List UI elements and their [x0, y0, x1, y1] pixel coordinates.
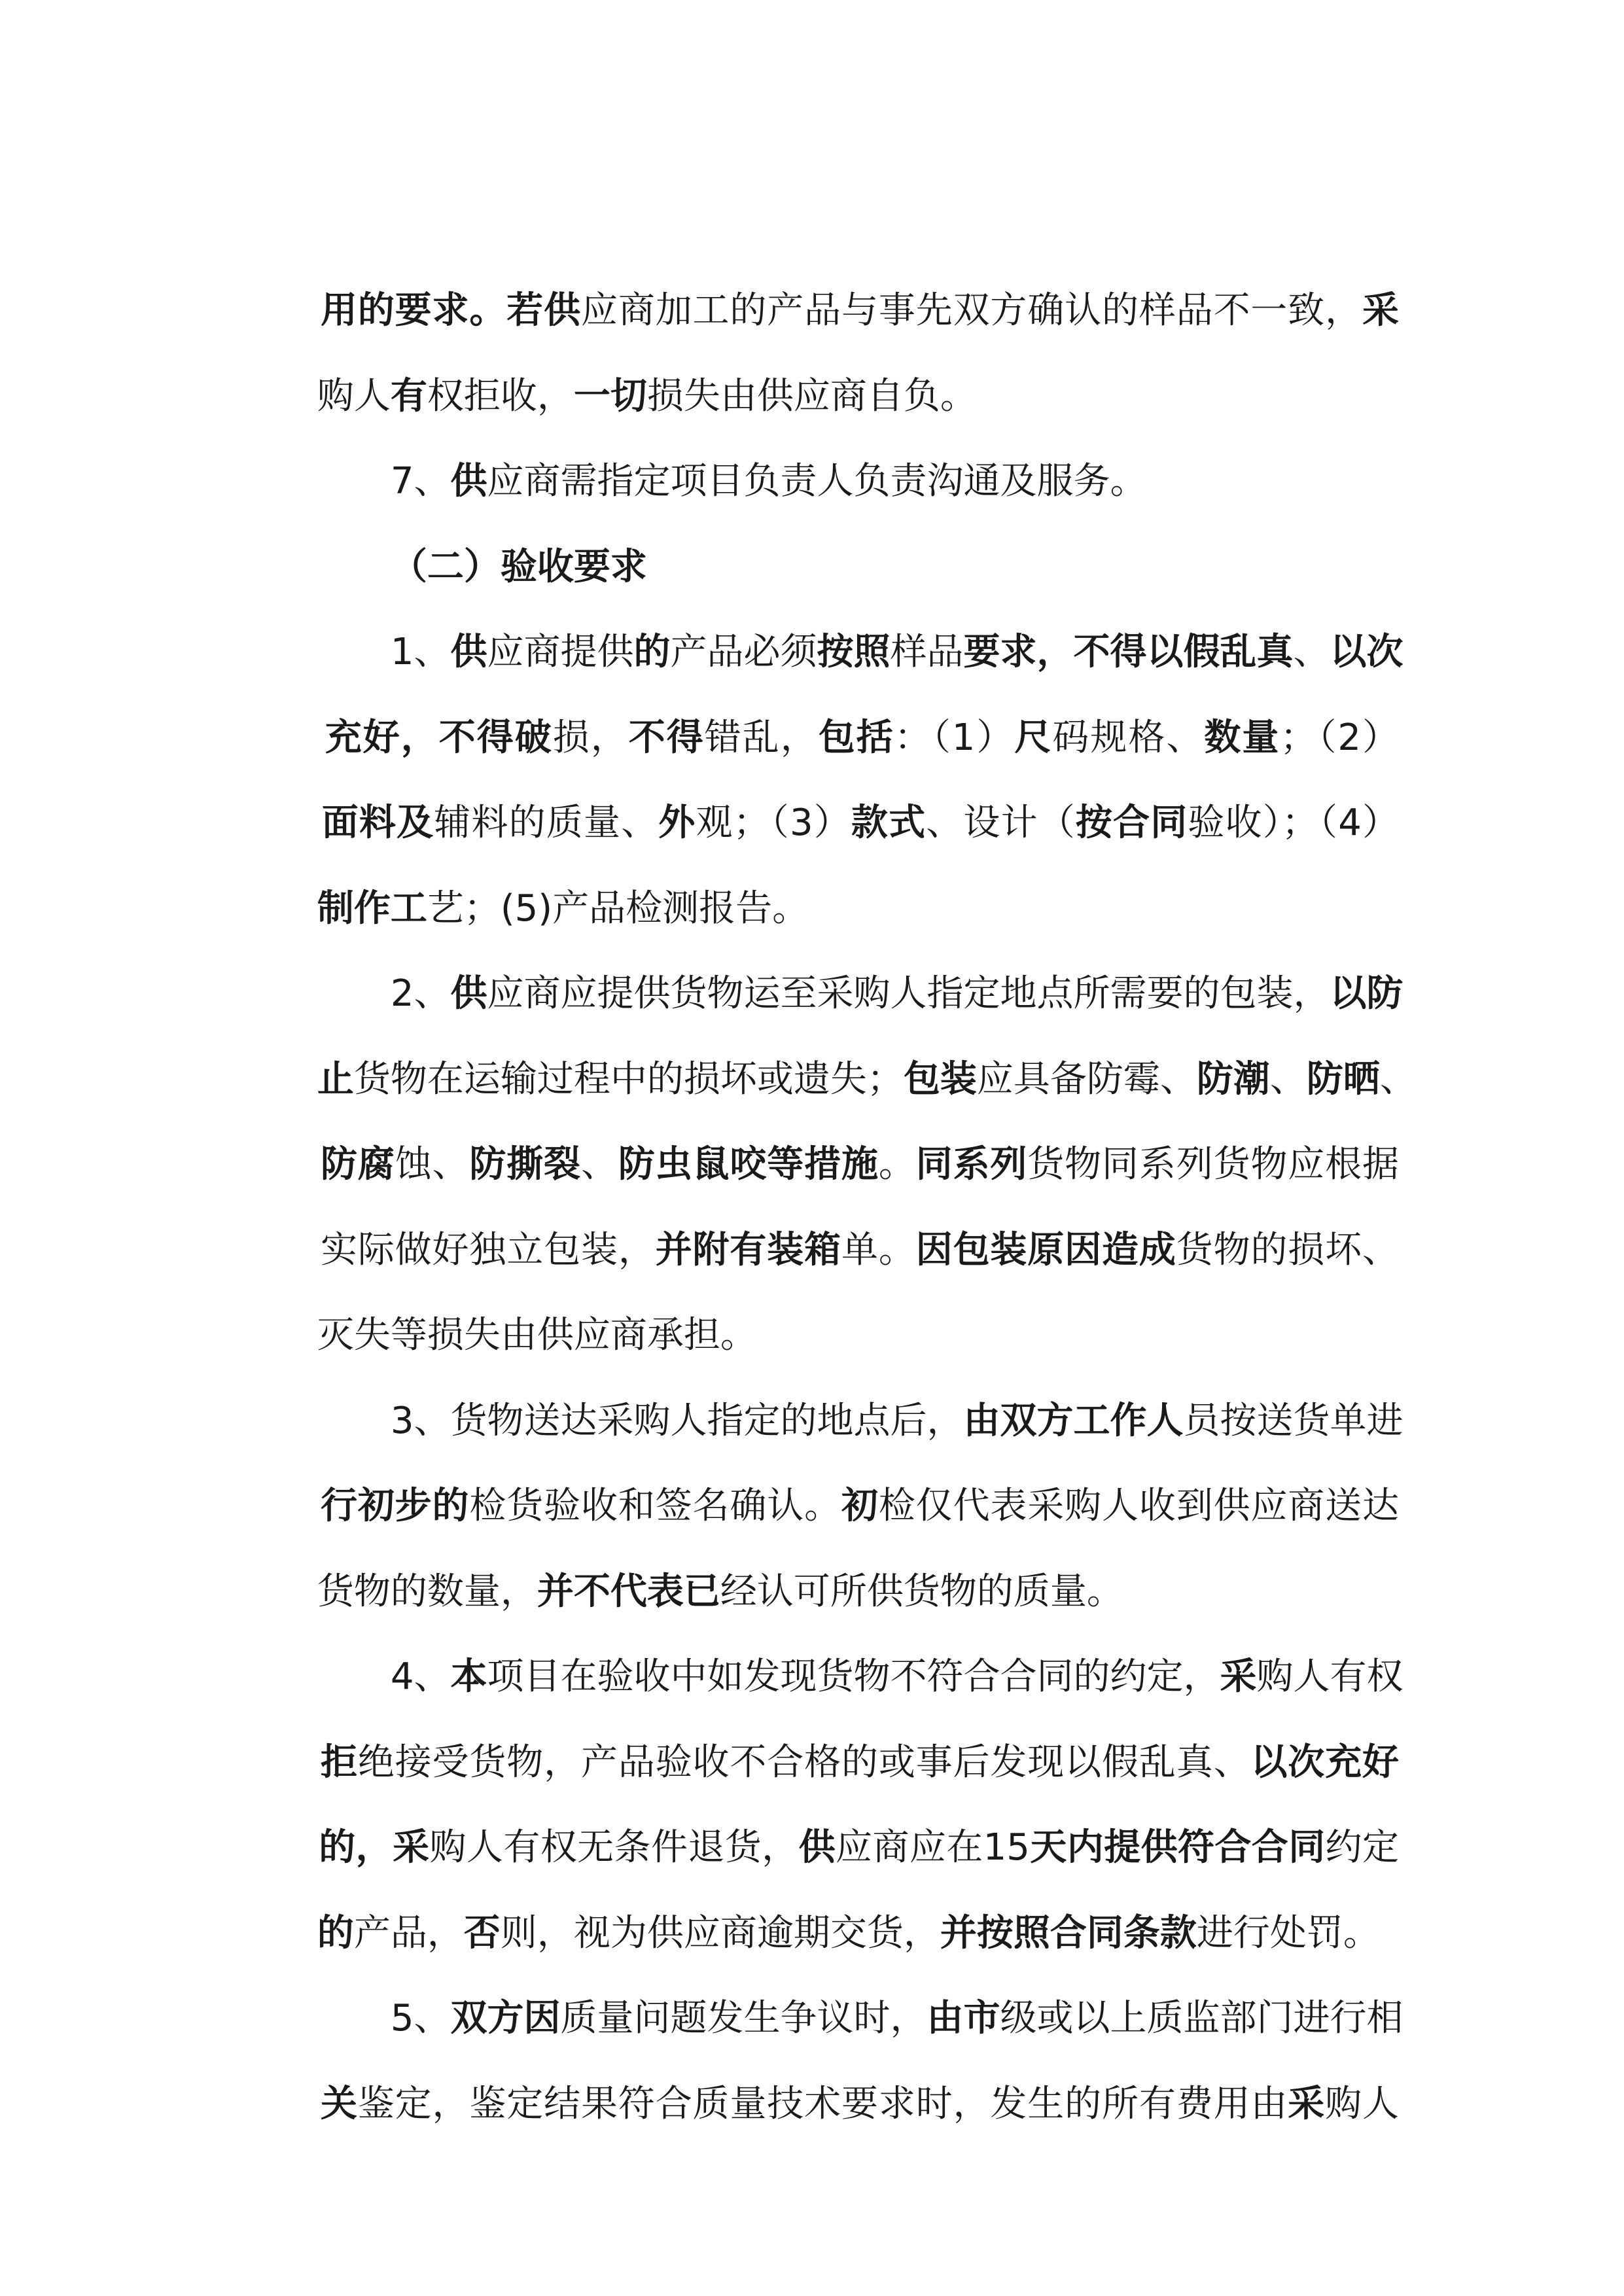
text-segment: 错乱，	[704, 716, 819, 759]
text-segment: 应商应提供货物运至采购人指定地点所需要的包装，	[487, 972, 1330, 1015]
text-segment: 外	[658, 802, 696, 844]
text-segment: 用的要求。若供	[320, 289, 581, 332]
text-segment: 包装	[903, 1057, 977, 1101]
text-segment: 5、	[390, 1997, 451, 2040]
text-segment: 码规格、	[1052, 716, 1205, 759]
text-segment: 、	[1293, 631, 1330, 673]
text-segment: 拒	[320, 1740, 358, 1784]
text-segment: 防虫鼠咬等措施	[618, 1143, 879, 1186]
text-segment: 4、	[390, 1655, 451, 1698]
text-segment: 有	[390, 374, 427, 417]
text-segment: 采	[1362, 289, 1400, 332]
text-segment: 的	[633, 631, 671, 673]
text-segment: 货物在运输过程中的损坏或遗失；	[353, 1057, 904, 1101]
text-segment: ：（1）	[894, 716, 1015, 759]
text-segment: 由双方工作人	[963, 1399, 1184, 1442]
text-line-20	[247, 1832, 1399, 1954]
text-line-11	[247, 1063, 1400, 1186]
text-segment: 1、	[390, 631, 451, 673]
text-segment: 不得	[628, 716, 705, 759]
text-line-1	[247, 209, 1400, 332]
text-segment: 行初步的	[320, 1485, 470, 1527]
text-segment: 并附有装箱	[655, 1228, 841, 1271]
text-segment: 权拒收，	[427, 374, 574, 417]
text-line-19	[247, 1746, 1400, 1869]
text-segment: 辅料的质量、	[434, 802, 659, 844]
text-segment: 的，采	[319, 1826, 430, 1869]
text-segment: 一切	[573, 374, 647, 417]
text-line-3	[247, 380, 1399, 503]
text-line-21	[247, 1917, 1403, 2040]
text-segment: 货物的数量，	[317, 1570, 537, 1613]
text-line-5	[247, 551, 1403, 673]
text-segment: 损失由供应商自负。	[646, 374, 977, 417]
text-segment: 采	[1288, 2082, 1326, 2125]
text-segment: ；（2）	[1280, 716, 1400, 759]
text-segment: 产品，	[353, 1911, 464, 1954]
text-line-15	[247, 1405, 1400, 1527]
text-line-10	[247, 978, 1417, 1101]
text-segment: 级或以上质监部门进行相	[1000, 1997, 1403, 2040]
text-segment: 供	[798, 1826, 836, 1869]
text-segment: 、	[1379, 1057, 1417, 1101]
text-segment: 经认可所供货物的质量。	[720, 1570, 1123, 1613]
text-line-13	[247, 1234, 1399, 1356]
text-segment: 初	[841, 1485, 879, 1527]
text-segment: 本	[450, 1655, 487, 1698]
text-segment: 购人有权无条件退货，	[429, 1826, 799, 1869]
text-segment: 要求，不得以假乱真	[963, 631, 1294, 673]
text-segment: 蚀、	[395, 1143, 470, 1186]
text-segment: 因包装原因造成	[915, 1228, 1176, 1271]
text-segment: 否	[463, 1911, 501, 1954]
text-segment: 的	[317, 1911, 354, 1954]
text-segment: 进行处罚。	[1196, 1911, 1380, 1954]
text-segment: 产品必须	[670, 631, 817, 673]
text-segment: 天内提供符合合同	[1029, 1826, 1326, 1869]
text-segment: 止	[317, 1057, 354, 1101]
text-segment: 。	[878, 1143, 916, 1186]
text-segment: 制作工	[317, 887, 427, 930]
text-segment: 检仅代表采购人收到供应商送达	[878, 1485, 1400, 1527]
text-segment: 按合同	[1075, 802, 1188, 844]
text-segment: 双方因	[450, 1997, 561, 2040]
text-line-8	[247, 807, 1399, 930]
text-line-17	[247, 1576, 1403, 1698]
text-line-14	[247, 1320, 1403, 1442]
text-segment: 以防	[1330, 972, 1403, 1015]
text-segment: 货物的损坏、	[1176, 1228, 1400, 1271]
text-segment: 防潮	[1196, 1057, 1270, 1101]
text-segment: 关	[320, 2082, 358, 2125]
text-segment: 面料及	[321, 802, 434, 844]
text-segment: 样品	[890, 631, 964, 673]
text-segment: 并不代表已	[537, 1570, 720, 1613]
text-segment: 质量问题发生争议时，	[560, 1997, 927, 2040]
text-segment: 以次充好	[1250, 1740, 1400, 1784]
text-line-2	[247, 295, 1399, 417]
text-line-12	[247, 1149, 1400, 1271]
text-segment: 供	[450, 972, 487, 1015]
text-segment: 供	[450, 631, 487, 673]
text-segment: 单。	[841, 1228, 916, 1271]
text-segment: 购人	[317, 374, 391, 417]
text-segment: 尺	[1014, 716, 1053, 759]
text-segment: 防撕裂	[469, 1143, 581, 1186]
text-segment: 应商加工的产品与事先双方确认的样品不一致，	[580, 289, 1363, 332]
text-segment: 按照	[817, 631, 891, 673]
text-segment: 应商需指定项目负责人负责沟通及服务。	[487, 460, 1147, 503]
text-segment: 损，	[552, 716, 629, 759]
text-segment: 实际做好独立包装，	[320, 1228, 656, 1271]
text-segment: 防晒	[1306, 1057, 1380, 1101]
text-segment: 供	[450, 460, 487, 503]
text-segment: 并按照合同条款	[940, 1911, 1197, 1954]
section-heading	[247, 466, 1399, 588]
text-segment: 、设计（	[926, 802, 1076, 844]
text-segment: 购人有权	[1256, 1655, 1403, 1698]
text-segment: 7、	[390, 460, 451, 503]
document-body	[247, 209, 1417, 2125]
text-segment: 检货验收和签名确认。	[469, 1485, 841, 1527]
text-segment: 由市	[927, 1997, 1000, 2040]
text-segment: 以次	[1330, 631, 1403, 673]
text-segment: 鉴定，鉴定结果符合质量技术要求时，发生的所有费用由	[357, 2082, 1288, 2125]
text-line-18	[247, 1661, 1400, 1784]
text-segment: 2、	[390, 972, 451, 1015]
text-segment: 应商应在15	[836, 1826, 1030, 1869]
text-line-16	[247, 1491, 1399, 1613]
text-line-7	[247, 722, 1400, 844]
text-segment: 则，视为供应商逾期交货，	[500, 1911, 940, 1954]
text-segment: 绝接受货物，产品验收不合格的或事后发现以假乱真、	[357, 1740, 1251, 1784]
text-segment: 应商提供	[487, 631, 634, 673]
text-segment: 同系列	[915, 1143, 1028, 1186]
text-segment: 应具备防霉、	[976, 1057, 1197, 1101]
text-segment: 货物同系列货物应根据	[1027, 1143, 1400, 1186]
text-segment: 艺；(5)产品检测报告。	[427, 887, 809, 930]
text-segment: 验收）；（4）	[1188, 802, 1400, 844]
text-segment: 约定	[1325, 1826, 1400, 1869]
text-segment: 数量	[1204, 716, 1280, 759]
text-segment: 款式	[851, 802, 927, 844]
text-line-22	[247, 2003, 1400, 2125]
text-segment: 购人	[1325, 2082, 1400, 2125]
text-segment: 灭失等损失由供应商承担。	[317, 1314, 757, 1356]
text-segment: 采	[1220, 1655, 1257, 1698]
text-segment: 3、货物送达采购人指定的地点后，	[390, 1399, 964, 1442]
text-segment: 充好，不得破	[325, 716, 553, 759]
text-segment: 、	[1269, 1057, 1307, 1101]
text-segment: 员按送货单进	[1183, 1399, 1403, 1442]
text-segment: 防腐	[320, 1143, 395, 1186]
text-line-6	[247, 637, 1400, 759]
text-line-9	[247, 892, 1403, 1015]
text-segment: 、	[580, 1143, 618, 1186]
section-heading-text: （二）验收要求	[390, 545, 647, 588]
text-segment: 包括	[818, 716, 894, 759]
text-segment: 观；（3）	[696, 802, 851, 844]
text-segment: 项目在验收中如发现货物不符合合同的约定，	[487, 1655, 1220, 1698]
